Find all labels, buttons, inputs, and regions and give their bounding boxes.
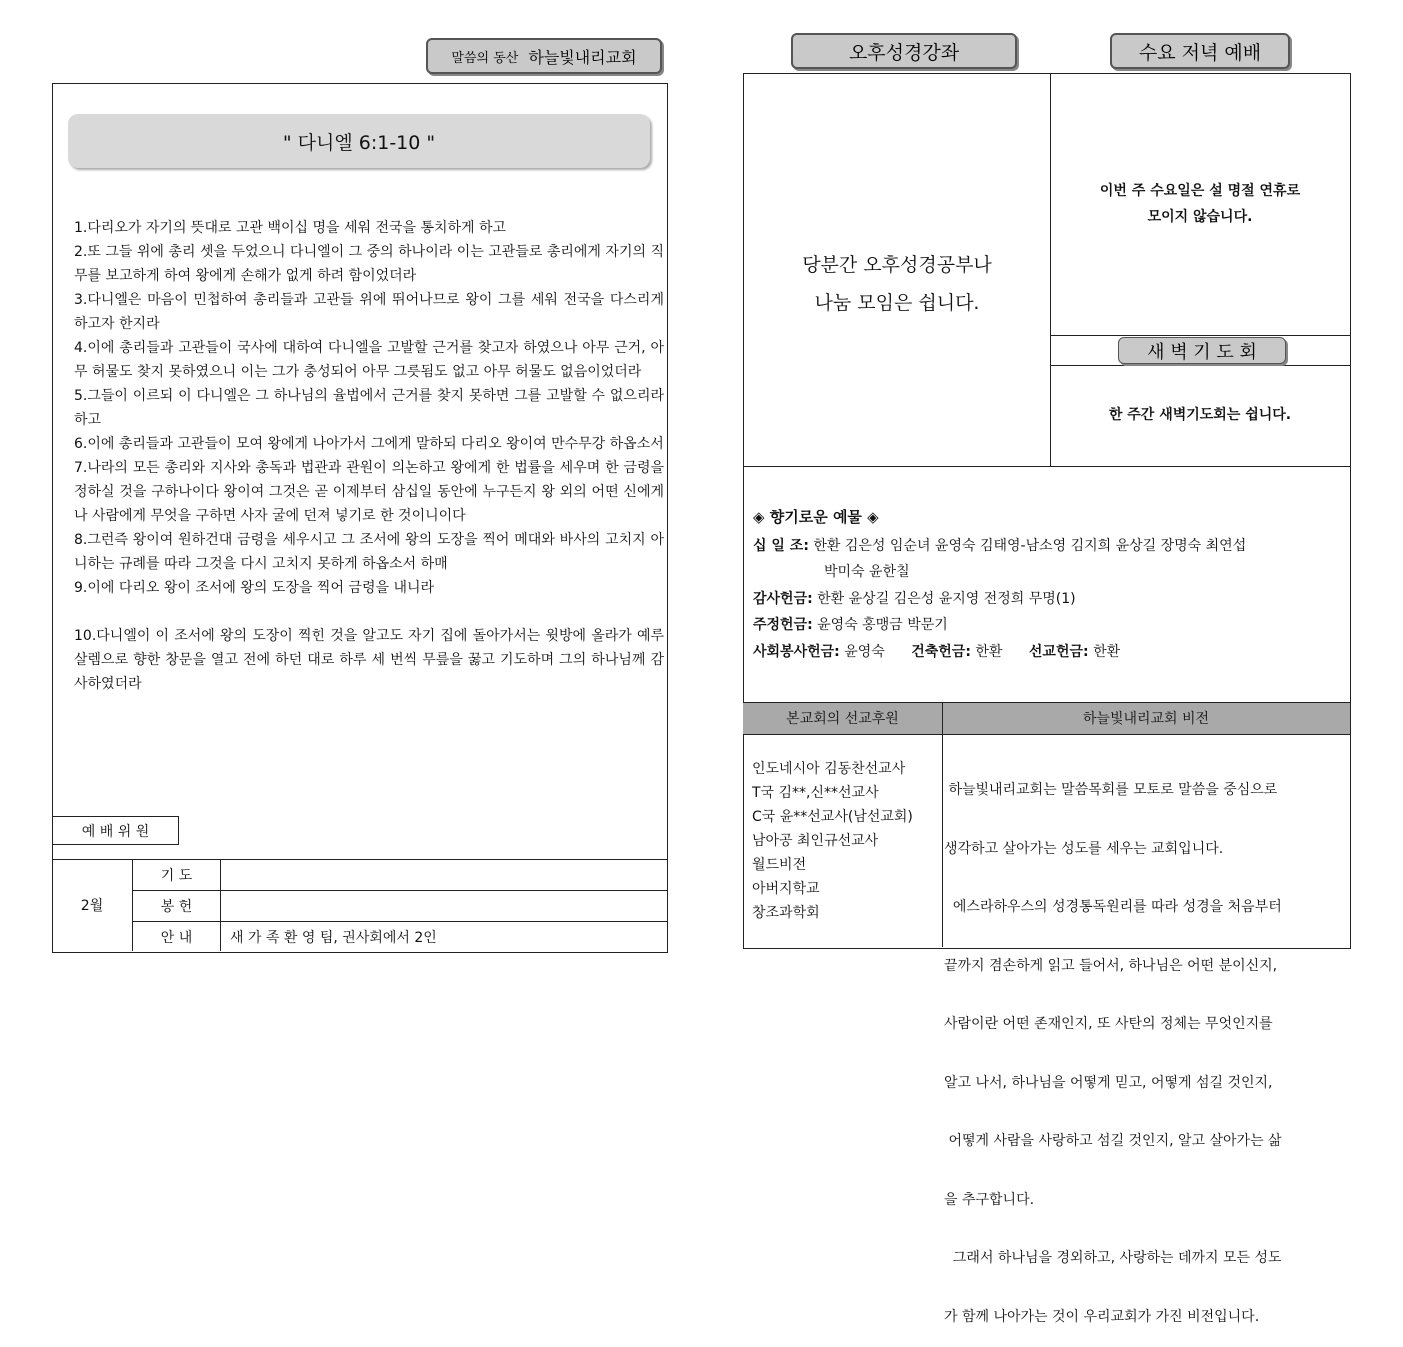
verse-7: 7.나라의 모든 총리와 지사와 총독과 법관과 관원이 의논하고 왕에게 한 법률을 세우며 한 금령을 정하실 것을 구하나이다 왕이여 그것은 곧 이제부터 삼십일 동안에 누구든지 왕 외의 어떤 신에게나 사람에게 무엇을 구하면 사자 굴에 던져 넣기로 한 것이니이다: [74, 460, 664, 524]
thanks-offering-label: 감사헌금:: [753, 591, 813, 607]
passage-title: " 다니엘 6:1-10 ": [282, 131, 436, 154]
weekly-offering-label: 주정헌금:: [753, 617, 813, 633]
tithe-label: 십 일 조:: [753, 538, 809, 554]
dawn-prayer-notice: 한 주간 새벽기도회는 쉽니다.: [1108, 407, 1292, 423]
vision-line: 가 함께 나아가는 것이 우리교회가 가진 비전입니다.: [944, 1308, 1260, 1325]
mission-item: 월드비전: [752, 857, 807, 873]
dawn-prayer-title-tag: [1118, 337, 1286, 364]
dawn-prayer-title: 새 벽 기 도 회: [1147, 341, 1257, 363]
verse-list: [74, 216, 664, 696]
vision-text: [944, 742, 1346, 1347]
wednesday-service-title-tag: [1110, 33, 1290, 69]
verse-4: 4.이에 총리들과 고관들이 국사에 대하여 다니엘을 고발할 근거를 찾고자 하였으나 아무 근거, 아무 허물도 찾지 못하였으니 이는 그가 충성되어 아무 그릇됨도 없고 아무 허물도 없음이었더라: [74, 340, 664, 380]
wednesday-notice-line-2: 모이지 않습니다.: [1147, 209, 1253, 225]
church-name-tag: [426, 38, 662, 74]
dawn-header-top-line: [1050, 335, 1350, 336]
afternoon-notice-line-1: 당분간 오후성경공부나: [802, 254, 992, 276]
offerings-title: ◈ 향기로운 예물 ◈: [753, 508, 879, 526]
committee-col-divider-2: [220, 859, 221, 951]
committee-label: 예 배 위 원: [81, 823, 150, 840]
misc-offering-line: [753, 639, 1120, 665]
committee-name-prayer: [230, 860, 660, 890]
weekly-offering-line: [753, 612, 948, 638]
weekly-offering-names: 윤영숙 홍맹금 박문기: [817, 617, 948, 633]
verse-1: 1.다리오가 자기의 뜻대로 고관 백이십 명을 세워 전국을 통치하게 하고: [74, 220, 507, 236]
verse-10: 10.다니엘이 이 조서에 왕의 도장이 찍힌 것을 알고도 자기 집에 돌아가서는 윗방에 올라가 예루살렘으로 향한 창문을 열고 전에 하던 대로 하루 세 번씩 무릎을 꿇고 기도하며 그의 하나님께 감사하였더라: [74, 628, 664, 692]
wednesday-service-title: 수요 저녁 예배: [1138, 41, 1262, 64]
vision-line: 에스라하우스의 성경통독원리를 따라 성경을 처음부터: [944, 899, 1282, 915]
mission-item: C국 윤**선교사(남선교회): [752, 809, 913, 825]
wednesday-notice-line-1: 이번 주 수요일은 설 명절 연휴로: [1099, 183, 1301, 199]
tithe-line-2: [824, 559, 910, 585]
service-offering-names: 윤영숙: [844, 644, 885, 660]
committee-month: 2월: [80, 898, 104, 914]
mission-item: 아버지학교: [752, 881, 820, 897]
thanks-offering-line: [753, 586, 1076, 612]
bottom-table-col-divider: [942, 702, 943, 947]
committee-name-usher: 새 가 족 환 영 팀, 권사회에서 2인: [230, 929, 437, 946]
committee-name-offering: [230, 891, 660, 921]
verse-9: 9.이에 다리오 왕이 조서에 왕의 도장을 찍어 금령을 내니라: [74, 580, 435, 596]
mission-offering-label: 선교헌금:: [1028, 644, 1089, 660]
tithe-names: 한환 김은성 임순녀 윤영숙 김태영-남소영 김지희 윤상길 장명숙 최연섭: [813, 538, 1247, 554]
verse-8: 8.그런즉 왕이여 원하건대 금령을 세우시고 그 조서에 왕의 도장을 찍어 메대와 바사의 고치지 아니하는 규례를 따라 그것을 다시 고치지 못하게 하옵소서 하매: [74, 532, 664, 572]
top-section-bottom-line: [743, 466, 1350, 467]
mission-item: 인도네시아 김동찬선교사: [752, 761, 906, 777]
vision-line: 알고 나서, 하나님을 어떻게 믿고, 어떻게 섬길 것인지,: [944, 1074, 1273, 1091]
vision-header: 하늘빛내리교회 비전: [1082, 711, 1210, 727]
mission-item: T국 김**,신**선교사: [752, 785, 879, 801]
mission-item: 남아공 최인규선교사: [752, 833, 879, 849]
afternoon-class-notice: [744, 246, 1050, 322]
afternoon-notice-line-2: 나눔 모임은 쉽니다.: [814, 292, 980, 314]
vision-line: 생각하고 살아가는 성도를 세우는 교회입니다.: [944, 840, 1224, 857]
verse-3: 3.다니엘은 마음이 민첩하여 총리들과 고관들 위에 뛰어나므로 왕이 그를 세워 전국을 다스리게 하고자 한지라: [74, 292, 664, 332]
vision-line: 어떻게 사람을 사랑하고 섬길 것인지, 알고 살아가는 삶: [944, 1133, 1282, 1149]
committee-role-prayer: 기 도: [160, 868, 193, 884]
committee-role-usher: 안 내: [160, 929, 193, 946]
afternoon-class-title-tag: [791, 33, 1017, 69]
tithe-line: [753, 533, 1246, 559]
service-offering-label: 사회봉사헌금:: [753, 644, 840, 660]
building-offering-label: 건축헌금:: [911, 644, 971, 660]
passage-title-banner: [68, 114, 650, 168]
church-motto: 말씀의 동산: [451, 50, 519, 66]
building-offering-names: 한환: [975, 644, 1003, 660]
wednesday-service-notice: [1051, 178, 1349, 230]
verse-5: 5.그들이 이르되 이 다니엘은 그 하나님의 율법에서 근거를 찾지 못하면 그를 고발할 수 없으리라 하고: [74, 388, 664, 428]
mission-support-header: 본교회의 선교후원: [786, 711, 899, 727]
verse-2: 2.또 그들 위에 총리 셋을 두었으니 다니엘이 그 중의 하나이라 이는 고관들로 총리에게 자기의 직무를 보고하게 하여 왕에게 손해가 없게 하려 함이었더라: [74, 244, 664, 284]
committee-role-offering: 봉 헌: [160, 899, 193, 915]
vision-line: 사람이란 어떤 존재인지, 또 사탄의 정체는 무엇인지를: [944, 1016, 1273, 1032]
dawn-header-bottom-line: [1050, 365, 1350, 366]
mission-offering-names: 한환: [1093, 644, 1121, 660]
vision-line: 하늘빛내리교회는 말씀목회를 모토로 말씀을 중심으로: [944, 782, 1278, 798]
mission-support-list: [752, 757, 913, 925]
verse-6: 6.이에 총리들과 고관들이 모여 왕에게 나아가서 그에게 말하되 다리오 왕이여 만수무강 하옵소서: [74, 436, 664, 452]
vision-line: 끝까지 겸손하게 읽고 들어서, 하나님은 어떤 분이신지,: [944, 957, 1278, 974]
tithe-names-cont: 박미숙 윤한칠: [824, 564, 910, 580]
committee-label-box: [52, 816, 179, 845]
afternoon-class-title: 오후성경강좌: [848, 41, 960, 64]
vision-line: 을 추구합니다.: [944, 1191, 1035, 1208]
vision-line: 그래서 하나님을 경외하고, 사랑하는 데까지 모든 성도: [944, 1250, 1282, 1266]
thanks-offering-names: 한환 윤상길 김은성 윤지영 전정희 무명(1): [817, 591, 1076, 607]
mission-item: 창조과학회: [752, 905, 820, 921]
church-name: 하늘빛내리교회: [528, 47, 637, 67]
